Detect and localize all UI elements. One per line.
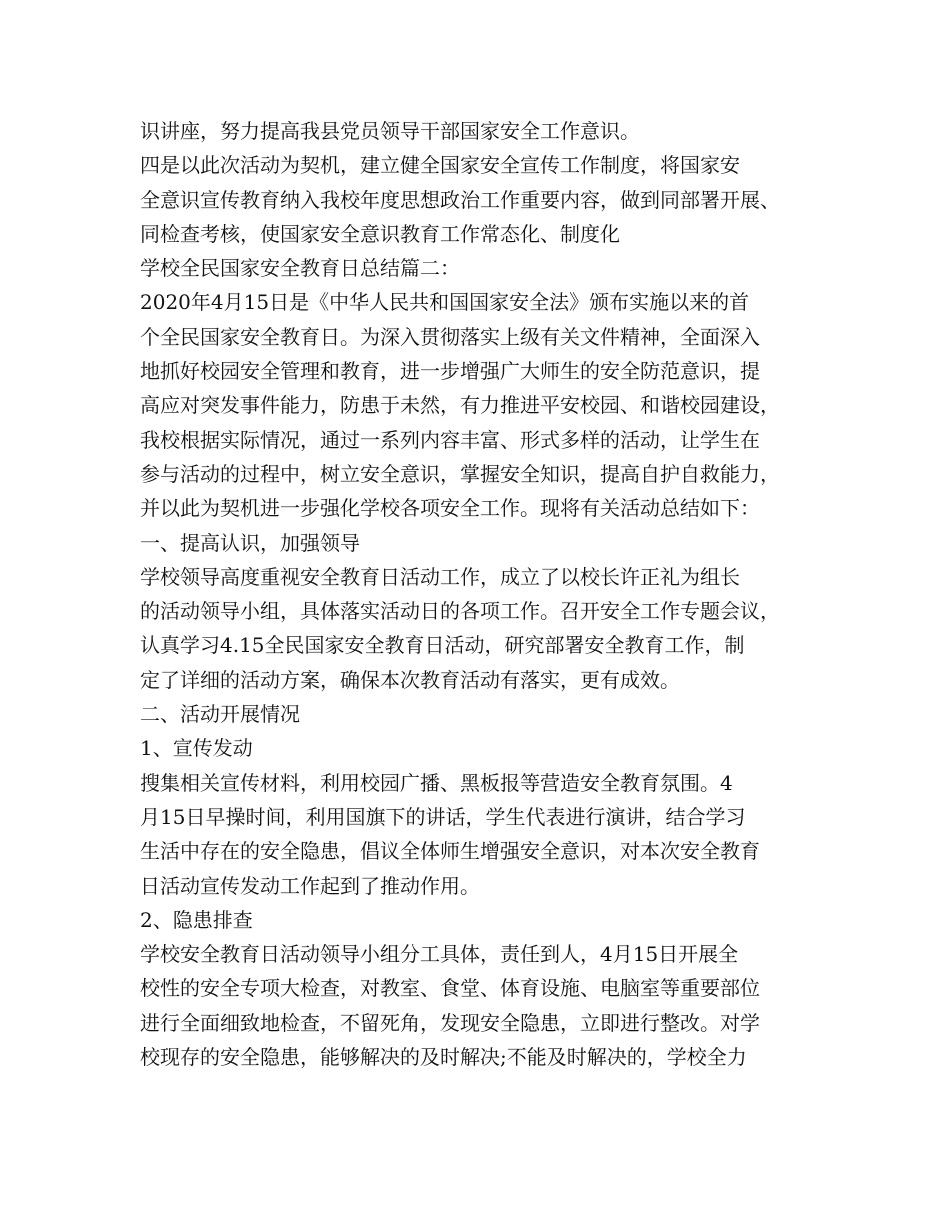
section-heading: 二、活动开展情况 (140, 702, 300, 727)
text-line: 识讲座，努力提高我县党员领导干部国家安全工作意识。 (140, 119, 640, 143)
section-heading: 一、提高认识，加强领导 (140, 530, 360, 555)
text-line: 我校根据实际情况，通过一系列内容丰富、形式多样的活动，让学生在 (140, 427, 760, 452)
text-line: 高应对突发事件能力，防患于未然，有力推进平安校园、和谐校园建设， (140, 393, 780, 418)
text-line: 校性的安全专项大检查，对教室、食堂、体育设施、电脑室等重要部位 (140, 976, 760, 1001)
text-line: 进行全面细致地检查，不留死角，发现安全隐患，立即进行整改。对学 (140, 1010, 760, 1035)
text-line: 搜集相关宣传材料，利用校园广播、黑板报等营造安全教育氛围。4 (140, 770, 733, 795)
text-line: 日活动宣传发动工作起到了推动作用。 (140, 873, 480, 898)
text-line: 生活中存在的安全隐患，倡议全体师生增强安全意识，对本次安全教育 (140, 839, 760, 864)
text-line: 月15日早操时间，利用国旗下的讲话，学生代表进行演讲，结合学习 (140, 804, 746, 829)
text-line: 地抓好校园安全管理和教育，进一步增强广大师生的安全防范意识，提 (140, 359, 760, 384)
text-line: 认真学习4.15全民国家安全教育日活动，研究部署安全教育工作，制 (140, 633, 745, 658)
text-line: 2020年4月15日是《中华人民共和国国家安全法》颁布实施以来的首 (140, 290, 750, 315)
text-line: 定了详细的活动方案，确保本次教育活动有落实，更有成效。 (140, 667, 680, 692)
subsection-heading: 1、宣传发动 (140, 736, 253, 761)
text-line: 全意识宣传教育纳入我校年度思想政治工作重要内容，做到同部署开展、 (140, 187, 780, 212)
text-line: 同检查考核，使国家安全意识教育工作常态化、制度化 (140, 221, 620, 246)
text-line: 四是以此次活动为契机，建立健全国家安全宣传工作制度，将国家安 (140, 153, 740, 178)
document-body (140, 114, 830, 1074)
text-line: 的活动领导小组，具体落实活动日的各项工作。召开安全工作专题会议， (140, 599, 780, 624)
text-line: 并以此为契机进一步强化学校各项安全工作。现将有关活动总结如下： (140, 496, 760, 521)
text-line: 参与活动的过程中，树立安全意识，掌握安全知识，提高自护自救能力， (140, 461, 780, 486)
text-line: 学校领导高度重视安全教育日活动工作，成立了以校长许正礼为组长 (140, 564, 740, 589)
subsection-heading: 2、隐患排查 (140, 907, 253, 932)
section-heading: 学校全民国家安全教育日总结篇二： (140, 256, 460, 281)
text-line: 个全民国家安全教育日。为深入贯彻落实上级有关文件精神，全面深入 (140, 324, 760, 349)
text-line: 校现存的安全隐患，能够解决的及时解决;不能及时解决的，学校全力 (140, 1045, 747, 1070)
text-line: 学校安全教育日活动领导小组分工具体，责任到人，4月15日开展全 (140, 942, 739, 967)
